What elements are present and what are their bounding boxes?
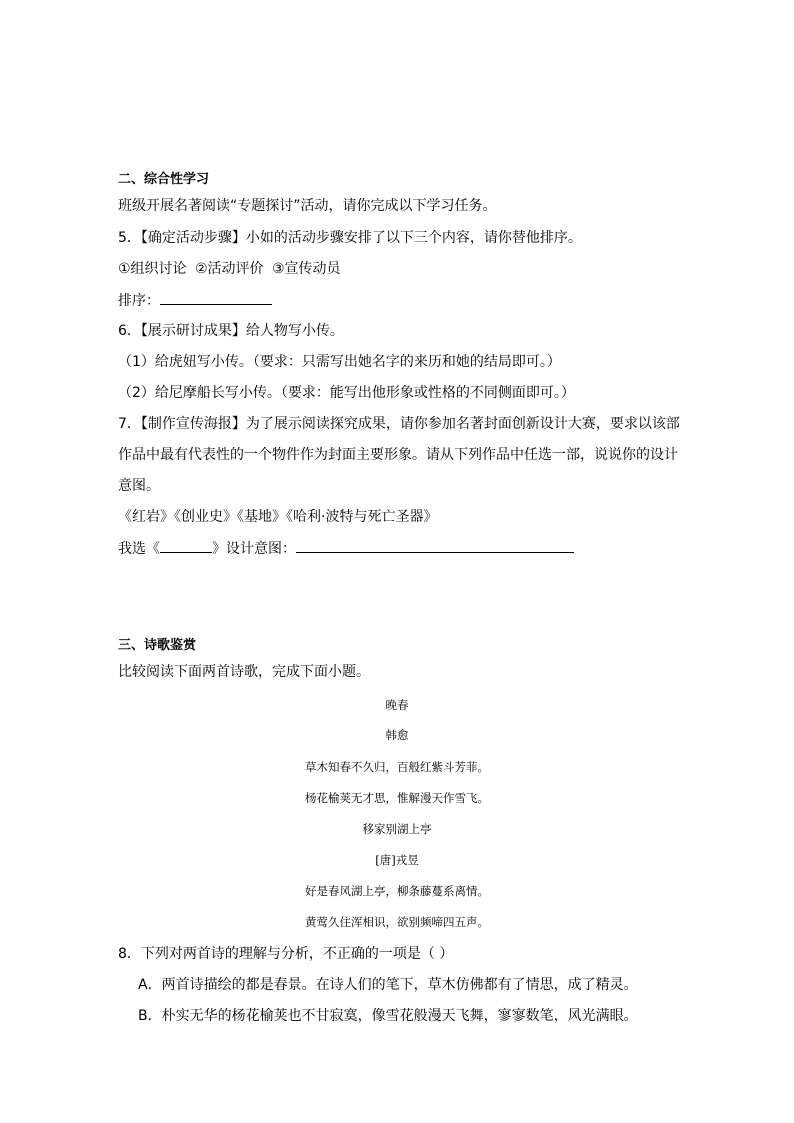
question-5-options: ①组织讨论 ②活动评价 ③宣传动员 (118, 261, 341, 277)
question-8-option-b[interactable]: B．朴实无华的杨花榆荚也不甘寂寞，像雪花般漫天飞舞，寥寥数笔，风光满眼。 (138, 1008, 638, 1024)
choice-prefix: 我选《 (118, 541, 160, 557)
question-7-line3: 意图。 (118, 478, 160, 494)
question-7-line1: 7．【制作宣传海报】为了展示阅读探究成果，请你参加名著封面创新设计大赛，要求以该部 (118, 416, 680, 432)
choice-suffix: 》设计意图： (212, 541, 296, 557)
section2-heading: 二、综合性学习 (118, 172, 210, 187)
poem1-line1: 草木知春不久归，百般红紫斗芳菲。 (305, 760, 489, 774)
poem2-title: 移家别湖上亭 (362, 822, 432, 836)
question-6-sub1: （1）给虎妞写小传。（要求：只需写出她名字的来历和她的结局即可。） (118, 354, 561, 370)
poem2-author: [唐]戎昱 (375, 853, 419, 867)
question-7-choice (118, 538, 574, 559)
question-5: 5．【确定活动步骤】小如的活动步骤安排了以下三个内容，请你替他排序。 (118, 230, 582, 246)
answer-label: 排序： (118, 293, 160, 309)
question-6-sub2: （2）给尼摩船长写小传。（要求：能写出他形象或性格的不同侧面即可。） (118, 385, 575, 401)
poem1-author: 韩愈 (385, 728, 409, 742)
answer-blank[interactable] (160, 290, 272, 305)
question-5-answer (118, 290, 272, 311)
section2-intro: 班级开展名著阅读“专题探讨”活动，请你完成以下学习任务。 (118, 198, 497, 214)
poem1-line2: 杨花榆荚无才思，惟解漫天作雪飞。 (305, 791, 489, 805)
poem2-line2: 黄莺久住浑相识，欲别频啼四五声。 (305, 915, 489, 929)
poem2-line1: 好是春风湖上亭，柳条藤蔓系离情。 (305, 884, 489, 898)
poem1-title: 晚春 (385, 698, 409, 712)
section3-heading: 三、诗歌鉴赏 (118, 638, 197, 653)
question-7-books: 《红岩》《创业史》《基地》《哈利·波特与死亡圣器》 (118, 509, 438, 525)
question-6: 6．【展示研讨成果】给人物写小传。 (118, 323, 344, 339)
question-7-line2: 作品中最有代表性的一个物件作为封面主要形象。请从下列作品中任选一部，说说你的设计 (118, 447, 678, 463)
question-8-option-a[interactable]: A．两首诗描绘的都是春景。在诗人们的笔下，草木仿佛都有了情思，成了精灵。 (138, 977, 638, 993)
book-blank[interactable] (160, 538, 212, 553)
section3-intro: 比较阅读下面两首诗歌，完成下面小题。 (118, 664, 370, 680)
question-8: 8．下列对两首诗的理解与分析，不正确的一项是（ ） (118, 946, 454, 962)
intent-blank[interactable] (296, 538, 574, 553)
